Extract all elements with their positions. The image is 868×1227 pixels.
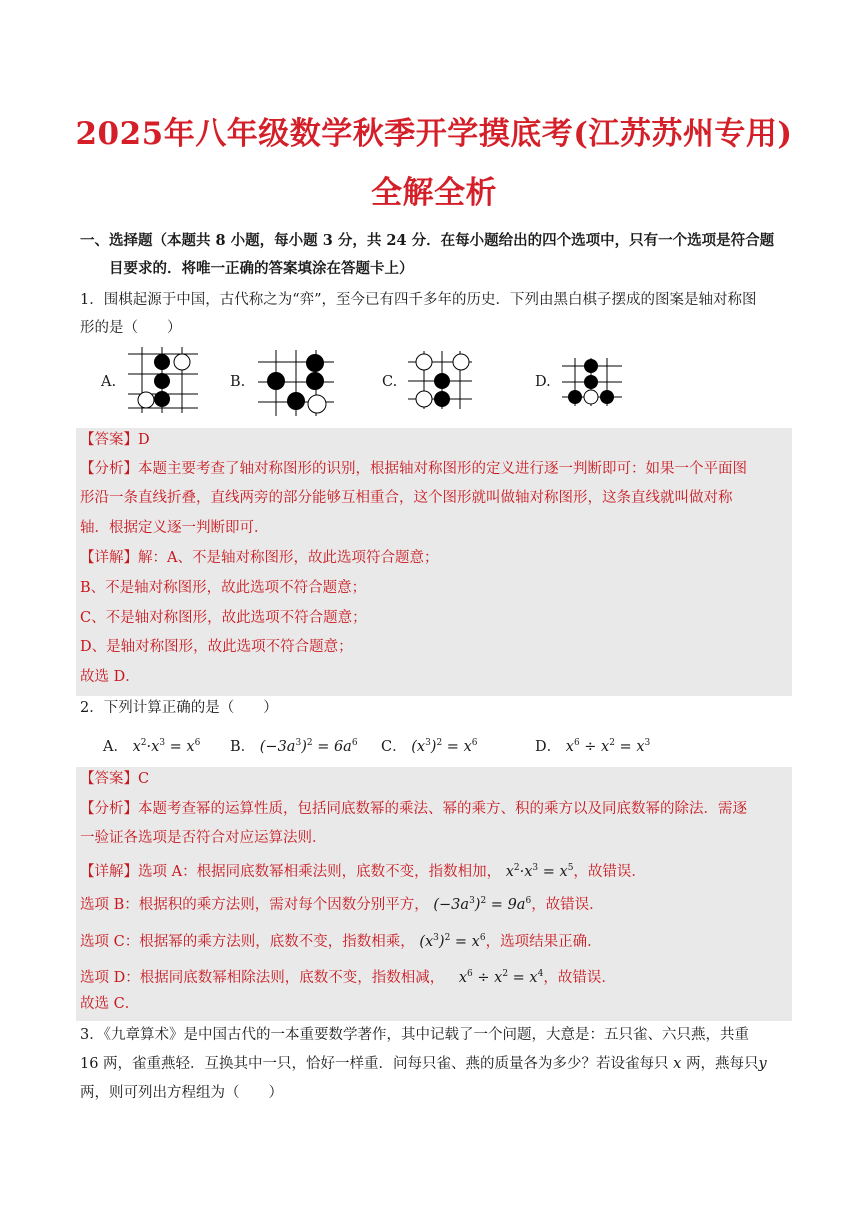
q2-detail-b-formula: $(-3a^3)^2 = 9a^6$ [433,896,532,913]
q2-option-d-formula: $x^6 \div x^2 = x^3$ [565,738,651,755]
q3-stem-cont: 16 两，雀重燕轻．互换其中一只，恰好一样重．问每只雀、燕的质量各为多少？若设雀每只 x 两，燕每只y [80,1056,767,1072]
section-heading-cont: 目要求的．将唯一正确的答案填涂在答题卡上） [109,260,414,277]
q1-stem: 1．围棋起源于中国，古代称之为“弈”，至今已有四千多年的历史．下列由黑白棋子摆成的图案是轴对称图 [80,292,757,308]
q1-detail-2: B、不是轴对称图形，故此选项不符合题意； [80,580,367,596]
q2-option-c [381,733,477,757]
document-subtitle: 全解全析 [371,175,497,211]
q2-option-c-formula: $(x^3)^2 = x^6$ [411,738,478,755]
q2-detail-a-formula: $x^2\cdot x^3 = x^5$ [505,863,574,880]
q2-detail-d-formula: $x^6 \div x^2 = x^4$ [458,969,544,986]
q2-detail-a: 【详解】选项 A：根据同底数幂相乘法则，底数不变，指数相加， $x^2\cdot x^3 = x^5$，故错误． [80,863,646,880]
q2-option-c-label: C． [381,738,407,755]
q1-analysis-2: 形沿一条直线折叠，直线两旁的部分能够互相重合，这个图形就叫做轴对称图形，这条直线就叫做对称 [80,490,733,506]
q2-option-a-label: A． [103,738,128,755]
q1-conclusion: 故选 D． [80,669,140,685]
q2-option-b-label: B． [230,738,256,755]
q2-stem: 2．下列计算正确的是（ ） [80,700,278,716]
document-title: 2025年八年级数学秋季开学摸底考(江苏苏州专用) [75,116,793,152]
q1-detail-1: 【详解】解：A、不是轴对称图形，故此选项符合题意； [80,550,439,566]
q3-stem: 3．《九章算术》是中国古代的一本重要数学著作，其中记载了一个问题，大意是：五只雀、六只燕，共重 [80,1027,749,1043]
q3-var-y: y [758,1056,767,1072]
q1-option-c-label: C. [382,374,398,390]
q1-stem-cont: 形的是（ ） [80,320,182,336]
q1-analysis-1: 【分析】本题主要考查了轴对称图形的识别，根据轴对称图形的定义进行逐一判断即可：如果一个平面图 [80,461,747,477]
q2-option-b [230,733,358,757]
q2-detail-c: 选项 C：根据幂的乘方法则，底数不变，指数相乘， $(x^3)^2 = x^6$，选项结果正确． [80,933,602,950]
q1-option-d-figure [560,356,624,408]
q1-answer: 【答案】D [80,432,150,448]
q1-option-b-figure [256,348,336,418]
q1-analysis-3: 轴．根据定义逐一判断即可． [80,520,269,536]
q3-stem-end: 两，则可列出方程组为（ ） [80,1085,283,1101]
q2-option-d-label: D． [535,738,562,755]
q2-option-d [535,733,650,757]
q2-option-a [103,733,200,757]
q2-detail-d: 选项 D：根据同底数幂相除法则，底数不变，指数相减， $x^6 \div x^2 = x^4$，故错误． [80,969,616,986]
q1-detail-4: D、是轴对称图形，故此选项不符合题意； [80,639,353,655]
q2-answer: 【答案】C [80,771,150,787]
q2-option-b-formula: $(-3a^3)^2 = 6a^6$ [259,738,358,755]
q2-analysis-1: 【分析】本题考查幂的运算性质，包括同底数幂的乘法、幂的乘方、积的乘方以及同底数幂的除法．需逐 [80,801,747,817]
section-heading: 一、选择题（本题共 8 小题，每小题 3 分，共 24 分．在每小题给出的四个选项中，只有一个选项是符合题 [80,232,775,249]
q2-option-a-formula: $x^2\cdot x^3 = x^6$ [132,738,201,755]
q2-analysis-2: 一验证各选项是否符合对应运算法则． [80,830,327,846]
q1-option-d-label: D. [535,374,551,390]
q1-option-c-figure [406,349,474,411]
q1-option-a-label: A. [101,374,117,390]
q2-detail-b: 选项 B：根据积的乘方法则，需对每个因数分别平方， $(-3a^3)^2 = 9a^6$，故错误． [80,896,604,913]
q2-detail-c-formula: $(x^3)^2 = x^6$ [419,933,486,950]
q1-detail-3: C、不是轴对称图形，故此选项不符合题意； [80,610,367,626]
q1-option-b-label: B. [230,374,246,390]
q2-conclusion: 故选 C． [80,996,140,1012]
q1-option-a-figure [126,345,200,415]
q3-var-x: x [673,1056,682,1072]
